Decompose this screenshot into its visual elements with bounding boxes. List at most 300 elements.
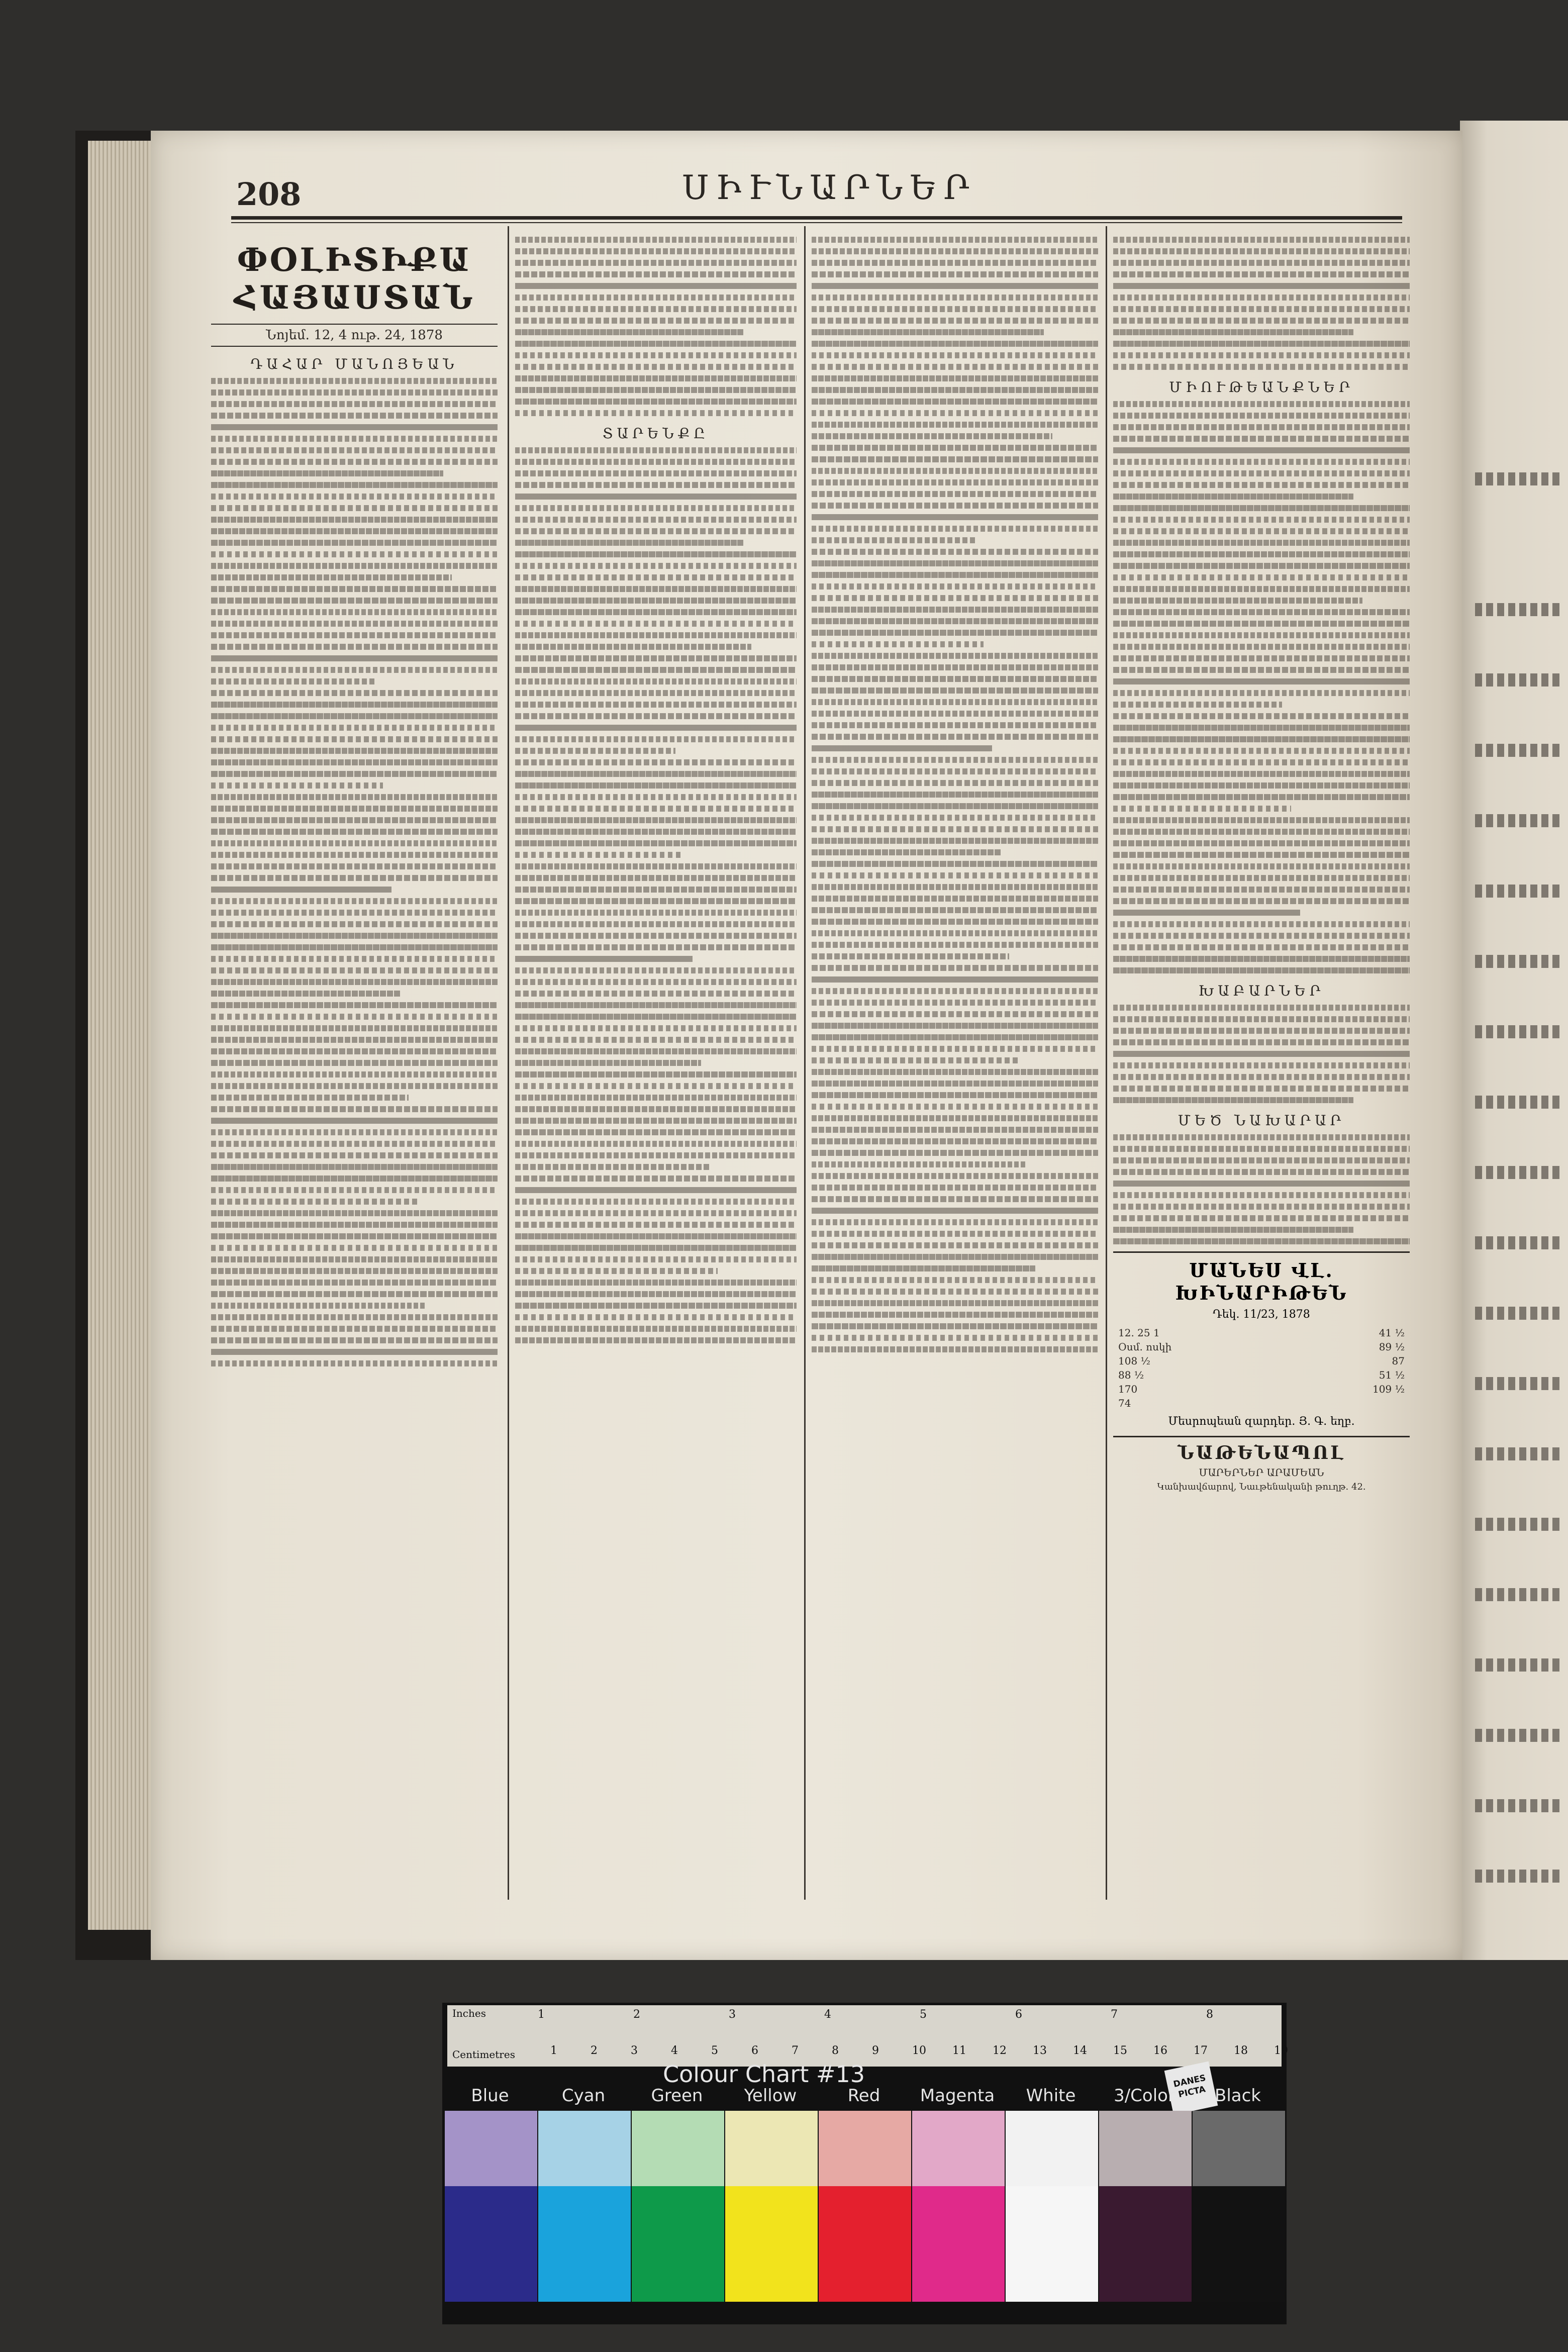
text-line bbox=[812, 283, 1098, 289]
article-text bbox=[1113, 401, 1410, 973]
text-line bbox=[515, 1025, 797, 1031]
text-line bbox=[515, 910, 797, 916]
text-line bbox=[1113, 1074, 1410, 1080]
text-line bbox=[211, 413, 498, 419]
chart-title: Colour Chart #13 bbox=[663, 2061, 865, 2088]
text-line bbox=[515, 1314, 797, 1320]
text-line bbox=[1113, 1227, 1353, 1233]
text-line bbox=[1113, 436, 1410, 442]
text-line bbox=[211, 644, 498, 650]
text-line bbox=[1113, 632, 1410, 638]
text-line bbox=[515, 248, 797, 254]
text-line bbox=[1113, 1028, 1410, 1034]
text-line bbox=[515, 933, 797, 939]
text-line bbox=[812, 664, 1098, 670]
text-line bbox=[211, 609, 498, 615]
text-line bbox=[1113, 574, 1410, 580]
article-text bbox=[1113, 237, 1410, 370]
text-line bbox=[515, 748, 675, 754]
text-line bbox=[1113, 782, 1410, 789]
text-line bbox=[1113, 829, 1410, 835]
text-line bbox=[812, 583, 1098, 590]
text-line bbox=[1113, 540, 1410, 546]
text-line bbox=[1113, 1157, 1410, 1163]
text-line bbox=[515, 840, 797, 846]
section-heading: ՏԱՐԵՆՔԸ bbox=[603, 425, 709, 442]
cm-tick-label: 8 bbox=[832, 2044, 839, 2057]
text-line bbox=[515, 632, 797, 638]
text-line bbox=[515, 621, 797, 627]
text-line bbox=[211, 921, 498, 927]
text-line bbox=[211, 667, 498, 673]
section-heading: ՄԵԾ ՆԱԽԱՐԱՐ bbox=[1178, 1112, 1345, 1129]
text-line bbox=[211, 956, 498, 962]
text-line bbox=[515, 364, 797, 370]
price-row: 108 ½ 87 bbox=[1118, 1355, 1405, 1367]
swatch-light bbox=[912, 2111, 1005, 2186]
text-line bbox=[211, 1326, 498, 1332]
text-line bbox=[812, 1277, 1098, 1283]
text-line bbox=[515, 1129, 797, 1135]
text-line bbox=[515, 399, 797, 405]
text-line bbox=[211, 1360, 498, 1366]
text-line bbox=[211, 401, 498, 407]
text-line bbox=[515, 863, 797, 869]
cm-tick-label: 2 bbox=[591, 2044, 598, 2057]
text-line bbox=[812, 607, 1098, 613]
swatch-dark bbox=[445, 2186, 537, 2302]
text-line bbox=[515, 944, 797, 950]
text-line bbox=[1113, 1169, 1410, 1175]
text-line bbox=[515, 887, 797, 893]
text-line bbox=[812, 803, 1098, 809]
text-line bbox=[211, 494, 498, 500]
inch-tick-label: 7 bbox=[1111, 2008, 1118, 2021]
cm-tick-label: 3 bbox=[631, 2044, 638, 2057]
text-line bbox=[812, 514, 1098, 520]
text-line bbox=[1113, 806, 1291, 812]
text-line bbox=[812, 1289, 1098, 1295]
text-line bbox=[812, 329, 1044, 335]
text-line bbox=[1113, 1039, 1410, 1045]
text-line bbox=[812, 849, 1001, 855]
price-row: 88 ½ 51 ½ bbox=[1118, 1369, 1405, 1381]
text-line bbox=[1113, 702, 1282, 708]
cm-tick-label: 15 bbox=[1113, 2044, 1127, 2057]
text-line bbox=[812, 792, 1098, 798]
text-line bbox=[812, 1046, 1098, 1052]
text-line bbox=[812, 699, 1098, 705]
text-line bbox=[515, 1291, 797, 1297]
text-line bbox=[515, 260, 797, 266]
text-line bbox=[515, 1222, 797, 1228]
text-line bbox=[812, 676, 1098, 682]
cm-tick-label: 4 bbox=[671, 2044, 678, 2057]
text-line bbox=[515, 690, 797, 696]
text-line bbox=[812, 318, 1098, 324]
text-line bbox=[812, 930, 1098, 936]
page-edges bbox=[88, 141, 153, 1930]
text-line bbox=[515, 1152, 797, 1158]
header-rule-thin bbox=[231, 222, 1402, 223]
text-line bbox=[1113, 505, 1410, 511]
running-title: ՍԻՒՆԱՐՆԵՐ bbox=[682, 168, 976, 207]
text-line bbox=[211, 1256, 498, 1262]
text-line bbox=[812, 1231, 1098, 1237]
swatch-label: 3/Color bbox=[1114, 2086, 1175, 2106]
text-line bbox=[812, 896, 1098, 902]
text-line bbox=[812, 526, 1098, 532]
imprint-subtitle: ՄԱՐԵՐՆԵՐ ԱՐԱՄԵԱՆ bbox=[1199, 1466, 1324, 1479]
text-line bbox=[515, 817, 797, 823]
text-line bbox=[1113, 887, 1410, 893]
swatch-dark bbox=[912, 2186, 1005, 2302]
text-line bbox=[812, 387, 1098, 393]
text-line bbox=[812, 965, 1098, 971]
text-line bbox=[812, 1034, 1098, 1040]
text-line bbox=[1113, 1146, 1410, 1152]
text-line bbox=[515, 725, 797, 731]
text-line bbox=[812, 1104, 1098, 1110]
text-line bbox=[515, 1187, 797, 1193]
text-line bbox=[515, 540, 743, 546]
text-line bbox=[1113, 725, 1410, 731]
text-line bbox=[211, 1152, 498, 1158]
brand-logo: DANES PICTA bbox=[1164, 2062, 1218, 2115]
text-line bbox=[812, 479, 1098, 485]
text-line bbox=[515, 1083, 797, 1089]
swatch-label: Yellow bbox=[744, 2086, 797, 2106]
text-line bbox=[211, 551, 498, 557]
text-line bbox=[211, 806, 498, 812]
text-line bbox=[515, 1268, 718, 1274]
text-line bbox=[812, 1323, 1098, 1329]
text-line bbox=[515, 528, 797, 534]
text-line bbox=[812, 942, 1098, 948]
text-line bbox=[1113, 237, 1410, 243]
swatch-label: Black bbox=[1215, 2086, 1261, 2106]
article-text bbox=[1113, 1005, 1410, 1103]
text-line bbox=[515, 655, 797, 661]
text-line bbox=[515, 771, 797, 777]
text-line bbox=[812, 988, 1098, 994]
text-line bbox=[812, 1011, 1098, 1017]
text-line bbox=[515, 375, 797, 381]
swatch-label: Blue bbox=[471, 2086, 509, 2106]
cm-tick-label: 19 bbox=[1274, 2044, 1288, 2057]
text-line bbox=[211, 887, 391, 893]
text-line bbox=[812, 630, 1098, 636]
text-line bbox=[812, 1000, 1098, 1006]
text-line bbox=[211, 829, 498, 835]
text-line bbox=[1113, 424, 1410, 430]
text-line bbox=[211, 1280, 498, 1286]
text-line bbox=[211, 517, 498, 523]
inch-tick-label: 1 bbox=[538, 2008, 545, 2021]
text-line bbox=[515, 574, 797, 580]
text-line bbox=[1113, 413, 1410, 419]
column-divider bbox=[804, 226, 806, 1900]
measurement-ruler bbox=[447, 2005, 1288, 2067]
price-row: 170 109 ½ bbox=[1118, 1383, 1405, 1395]
text-line bbox=[1113, 817, 1410, 823]
text-line bbox=[1113, 655, 1410, 661]
text-line bbox=[515, 1233, 797, 1239]
text-line bbox=[515, 318, 797, 324]
text-line bbox=[812, 1023, 1098, 1029]
text-line bbox=[1113, 352, 1410, 358]
text-line bbox=[1113, 528, 1410, 534]
text-line bbox=[211, 840, 498, 846]
text-line bbox=[211, 586, 498, 592]
article-text bbox=[211, 378, 498, 1366]
text-line bbox=[515, 782, 797, 789]
swatch-light bbox=[1193, 2111, 1285, 2186]
text-line bbox=[1113, 678, 1410, 684]
text-line bbox=[515, 678, 797, 684]
swatch-light bbox=[725, 2111, 818, 2186]
text-line bbox=[1113, 1238, 1410, 1244]
text-line bbox=[515, 806, 797, 812]
text-line bbox=[1113, 794, 1410, 800]
text-line bbox=[812, 1127, 1098, 1133]
price-table-date: Դեկ. 11/23, 1878 bbox=[1213, 1308, 1310, 1321]
swatch-label: Magenta bbox=[920, 2086, 995, 2106]
text-line bbox=[515, 1245, 797, 1251]
text-line bbox=[812, 468, 1098, 474]
text-line bbox=[515, 702, 797, 708]
text-line bbox=[1113, 667, 1410, 673]
column-1 bbox=[211, 231, 498, 1895]
text-line bbox=[1113, 771, 1410, 777]
text-line bbox=[515, 494, 797, 500]
text-line bbox=[515, 551, 797, 557]
text-line bbox=[211, 794, 498, 800]
inches-label: Inches bbox=[452, 2007, 486, 2019]
text-line bbox=[211, 436, 498, 442]
text-line bbox=[1113, 318, 1410, 324]
text-line bbox=[211, 1268, 498, 1274]
text-line bbox=[812, 271, 1098, 277]
text-line bbox=[1113, 1086, 1410, 1092]
text-line bbox=[515, 609, 797, 615]
text-line bbox=[211, 1025, 498, 1031]
text-line bbox=[812, 1208, 1098, 1214]
text-line bbox=[1113, 586, 1410, 592]
text-line bbox=[1113, 621, 1410, 627]
column-2 bbox=[515, 231, 797, 1895]
text-line bbox=[211, 470, 443, 476]
text-line bbox=[1113, 736, 1410, 742]
text-line bbox=[1113, 1134, 1410, 1140]
text-line bbox=[1113, 364, 1410, 370]
swatch-light bbox=[445, 2111, 537, 2186]
text-line bbox=[1113, 863, 1410, 869]
text-line bbox=[515, 1164, 709, 1170]
inch-tick-label: 8 bbox=[1206, 2008, 1213, 2021]
swatch-label: Cyan bbox=[561, 2086, 606, 2106]
inch-tick-label: 6 bbox=[1015, 2008, 1022, 2021]
text-line bbox=[1113, 271, 1410, 277]
text-line bbox=[211, 1210, 498, 1216]
text-line bbox=[812, 503, 1098, 509]
text-line bbox=[812, 237, 1098, 243]
text-line bbox=[812, 364, 1098, 370]
text-line bbox=[812, 352, 1098, 358]
swatch-dark bbox=[725, 2186, 818, 2302]
text-line bbox=[515, 1037, 797, 1043]
text-line bbox=[515, 352, 797, 358]
column-3 bbox=[812, 231, 1098, 1895]
text-line bbox=[812, 1335, 1098, 1341]
text-line bbox=[1113, 875, 1410, 881]
text-line bbox=[812, 410, 1098, 416]
cm-tick-label: 18 bbox=[1234, 2044, 1248, 2057]
text-line bbox=[812, 780, 1098, 786]
text-line bbox=[211, 1314, 498, 1320]
text-line bbox=[1113, 956, 1410, 962]
text-line bbox=[515, 852, 684, 858]
text-line bbox=[515, 991, 797, 997]
text-line bbox=[211, 875, 498, 881]
text-line bbox=[812, 1219, 1098, 1225]
price-table-title: ՄԱՆԵՍ ՎԼ. ԽԻՆԱՐԻԹԵՆ bbox=[1113, 1251, 1410, 1304]
text-line bbox=[1113, 759, 1410, 765]
text-line bbox=[211, 563, 498, 569]
text-line bbox=[812, 872, 1098, 878]
text-line bbox=[515, 237, 797, 243]
text-line bbox=[1113, 898, 1410, 904]
text-line bbox=[1113, 598, 1362, 604]
text-line bbox=[211, 1060, 498, 1066]
text-line bbox=[211, 782, 383, 789]
section-heading: ԽԱԲԱՐՆԵՐ bbox=[1198, 983, 1325, 999]
text-line bbox=[515, 329, 743, 335]
text-line bbox=[211, 1175, 498, 1182]
section-heading: ԴԱՀԱՐ ՄԱՆՈՅԵԱՆ bbox=[250, 356, 458, 372]
text-line bbox=[515, 875, 797, 881]
text-line bbox=[211, 424, 498, 430]
text-line bbox=[211, 1106, 498, 1112]
text-line bbox=[211, 1037, 498, 1043]
text-line bbox=[1113, 1204, 1410, 1210]
text-line bbox=[812, 768, 1098, 774]
text-line bbox=[812, 1265, 1035, 1271]
text-line bbox=[211, 1048, 498, 1054]
text-line bbox=[211, 1118, 498, 1124]
cm-tick-label: 7 bbox=[792, 2044, 799, 2057]
text-line bbox=[1113, 852, 1410, 858]
text-line bbox=[211, 933, 498, 939]
cm-tick-label: 17 bbox=[1194, 2044, 1208, 2057]
text-line bbox=[812, 572, 1098, 578]
text-line bbox=[211, 482, 498, 488]
text-line bbox=[812, 560, 1098, 566]
text-line bbox=[812, 1254, 1098, 1260]
cm-tick-label: 11 bbox=[952, 2044, 966, 2057]
text-line bbox=[812, 1196, 1098, 1202]
text-line bbox=[1113, 1192, 1410, 1198]
cm-tick-label: 13 bbox=[1033, 2044, 1047, 2057]
column-divider bbox=[1106, 226, 1107, 1900]
text-line bbox=[515, 667, 797, 673]
text-line bbox=[515, 295, 797, 301]
text-line bbox=[515, 1095, 797, 1101]
swatch-label: White bbox=[1026, 2086, 1076, 2106]
text-line bbox=[812, 260, 1098, 266]
swatch-dark bbox=[1006, 2186, 1098, 2302]
text-line bbox=[812, 838, 1098, 844]
column-divider bbox=[508, 226, 509, 1900]
text-line bbox=[515, 598, 797, 604]
text-line bbox=[515, 1326, 797, 1332]
text-line bbox=[1113, 401, 1410, 407]
text-line bbox=[515, 736, 797, 742]
text-line bbox=[211, 1233, 498, 1239]
text-line bbox=[1113, 921, 1410, 927]
text-line bbox=[1113, 447, 1410, 453]
text-line bbox=[812, 1069, 1098, 1075]
column-4 bbox=[1113, 231, 1410, 1895]
text-line bbox=[812, 884, 1098, 890]
text-line bbox=[812, 1161, 1027, 1167]
text-line bbox=[1113, 644, 1410, 650]
facing-page bbox=[1460, 121, 1568, 1960]
text-line bbox=[515, 979, 797, 985]
text-line bbox=[812, 399, 1098, 405]
text-line bbox=[515, 341, 797, 347]
text-line bbox=[812, 537, 975, 543]
text-line bbox=[515, 967, 797, 973]
text-line bbox=[515, 563, 797, 569]
text-line bbox=[515, 306, 797, 312]
swatch-label: Red bbox=[847, 2086, 880, 2106]
text-line bbox=[211, 1187, 498, 1193]
text-line bbox=[515, 1175, 797, 1182]
swatch-dark bbox=[632, 2186, 724, 2302]
text-line bbox=[1113, 609, 1410, 615]
text-line bbox=[211, 702, 498, 708]
text-line bbox=[812, 1081, 1098, 1087]
text-line bbox=[211, 678, 374, 684]
text-line bbox=[211, 1337, 498, 1343]
text-line bbox=[211, 1222, 498, 1228]
text-line bbox=[1113, 1062, 1410, 1068]
text-line bbox=[211, 621, 498, 627]
text-line bbox=[211, 528, 498, 534]
text-line bbox=[812, 826, 1098, 832]
text-line bbox=[1113, 1005, 1410, 1011]
text-line bbox=[812, 595, 1098, 601]
text-line bbox=[211, 1071, 498, 1077]
text-line bbox=[812, 1185, 1098, 1191]
text-line bbox=[812, 1057, 1018, 1063]
text-line bbox=[515, 1014, 797, 1020]
cm-tick-label: 6 bbox=[751, 2044, 758, 2057]
imprint-title: ՆԱԹԵՆԱՊՈԼ bbox=[1113, 1436, 1410, 1463]
text-line bbox=[1113, 329, 1353, 335]
text-line bbox=[515, 505, 797, 511]
text-line bbox=[211, 1199, 417, 1205]
text-line bbox=[1113, 341, 1410, 347]
text-line bbox=[812, 295, 1098, 301]
text-line bbox=[812, 618, 1098, 624]
article-text bbox=[515, 447, 797, 1343]
text-line bbox=[1113, 1016, 1410, 1022]
inch-tick-label: 4 bbox=[824, 2008, 831, 2021]
text-line bbox=[812, 641, 984, 647]
article-text bbox=[812, 237, 1098, 1352]
